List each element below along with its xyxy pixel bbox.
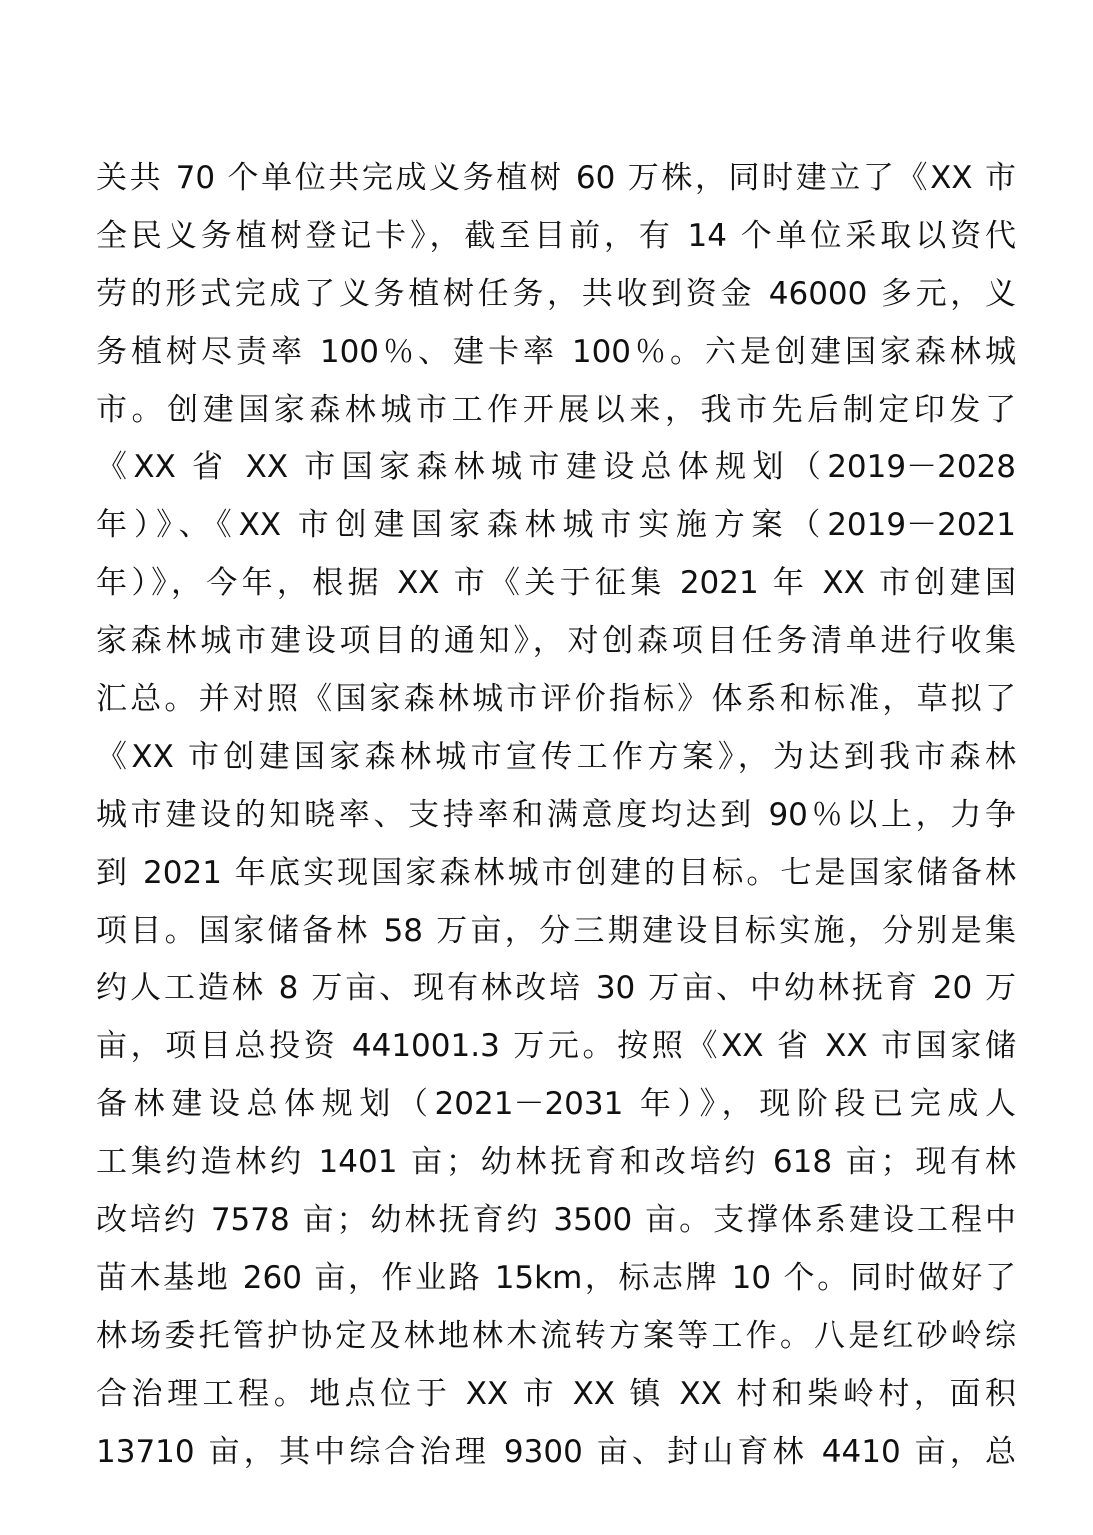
text-line: 城市建设的知晓率、支持率和满意度均达到 90％以上，力争: [96, 796, 1016, 833]
text-line: 《XX 市创建国家森林城市宣传工作方案》，为达到我市森林: [96, 738, 1016, 775]
text-line: 合治理工程。地点位于 XX 市 XX 镇 XX 村和柴岭村，面积: [96, 1375, 1016, 1412]
text-line: 市。创建国家森林城市工作开展以来，我市先后制定印发了: [96, 391, 1016, 428]
text-line: 年）》、《XX 市创建国家森林城市实施方案（2019－2021: [96, 507, 1016, 544]
text-line: 关共 70 个单位共完成义务植树 60 万株，同时建立了《XX 市: [96, 160, 1016, 196]
text-line: 项目。国家储备林 58 万亩，分三期建设目标实施，分别是集: [96, 912, 1016, 949]
text-line: 全民义务植树登记卡》，截至目前，有 14 个单位采取以资代: [96, 217, 1016, 254]
body-paragraph: [96, 150, 1016, 1481]
text-line: 林场委托管护协定及林地林木流转方案等工作。八是红砂岭综: [96, 1317, 1016, 1354]
text-line: 劳的形式完成了义务植树任务，共收到资金 46000 多元，义: [96, 275, 1016, 312]
text-line: 年）》，今年，根据 XX 市《关于征集 2021 年 XX 市创建国: [96, 565, 1016, 602]
text-line: 务植树尽责率 100％、建卡率 100％。六是创建国家森林城: [96, 333, 1016, 370]
text-line: 《XX 省 XX 市国家森林城市建设总体规划（2019－2028: [96, 449, 1016, 486]
text-line: 苗木基地 260 亩，作业路 15km，标志牌 10 个。同时做好了: [96, 1259, 1016, 1296]
text-line: 备林建设总体规划（2021－2031 年）》，现阶段已完成人: [96, 1086, 1016, 1123]
text-line: 13710 亩，其中综合治理 9300 亩、封山育林 4410 亩，总: [96, 1433, 1016, 1470]
text-line: 约人工造林 8 万亩、现有林改培 30 万亩、中幼林抚育 20 万: [96, 970, 1016, 1007]
text-line: 汇总。并对照《国家森林城市评价指标》体系和标准，草拟了: [96, 681, 1016, 718]
text-line: 工集约造林约 1401 亩；幼林抚育和改培约 618 亩；现有林: [96, 1144, 1016, 1181]
text-line: 到 2021 年底实现国家森林城市创建的目标。七是国家储备林: [96, 854, 1016, 891]
text-line: 改培约 7578 亩；幼林抚育约 3500 亩。支撑体系建设工程中: [96, 1202, 1016, 1239]
text-line: 家森林城市建设项目的通知》，对创森项目任务清单进行收集: [96, 623, 1016, 660]
text-line: 亩，项目总投资 441001.3 万元。按照《XX 省 XX 市国家储: [96, 1028, 1016, 1065]
